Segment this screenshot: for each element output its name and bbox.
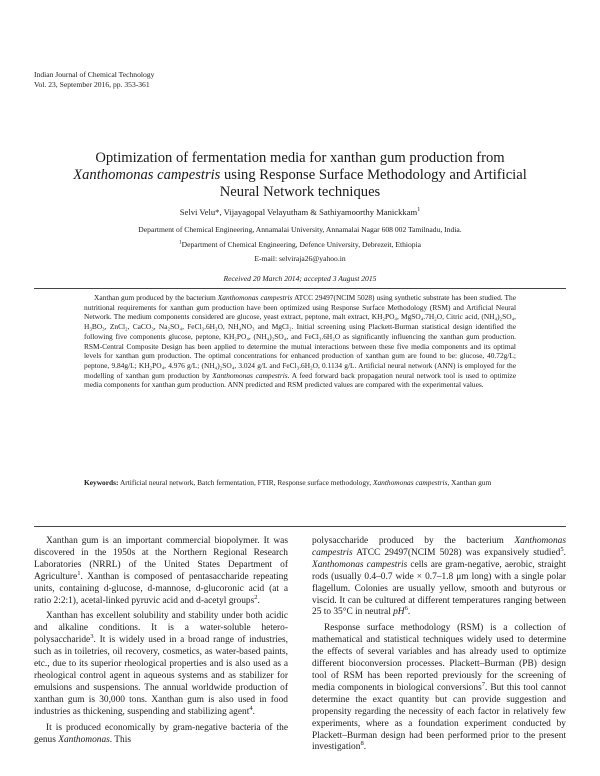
ref-marker: 3 bbox=[90, 633, 94, 641]
title-line1: Optimization of fermentation media for xanthan gum production from bbox=[95, 150, 505, 166]
ref-marker: 5 bbox=[560, 545, 564, 553]
abstract-part3: . A feed forward back propagation neural network tool is used to optimize media components for xanthan gum production. ANN predicted and RSM predicted values are compared with the experimental values. bbox=[84, 370, 516, 390]
keywords bbox=[84, 478, 516, 488]
affiliation-2-text: Department of Chemical Engineering, Defence University, Debrezeit, Ethiopia bbox=[181, 240, 422, 249]
abstract-part2: ATCC 29497(NCIM 5028) using synthetic substrate has been studied. The nutritional requirements for xanthan gum production have been optimized using Response Surface Methodology (RSM) and Artificial Neural Network. The medium components considered are glucose, yeast extract, peptone, malt extract, KH₂PO₄, MgSO₄.7H₂O, Citric acid, (NH₄)₂SO₄, H₃BO₃, ZnCl₂, CaCO₃, Na₂SO₄, FeCl₃.6H₂O, NH₄NO₃ and MgCl₂. Initial screening using Plackett-Burman statistical design identified the following five components glucose, peptone, KH₂PO₄, (NH₄)₂SO₄, and FeCl₃.6H₂O as significantly influencing the xanthan gum production. RSM-Central Composite Design has been applied to determine the mutual interactions between these five media components and its optimal levels for xanthan gum production. The optimal concentrations for enhanced production of xanthan gum are found to be: glucose, 40.72g/L; peptone, 9.84g/L; KH₂PO₄, 4.976 g/L; (NH₄)₂SO₄, 3.024 g/L and FeCl₃.6H₂O, 0.1134 g/L. Artificial neural network (ANN) is employed for the modelling of xanthan gum production by bbox=[84, 293, 516, 380]
text-run: . This bbox=[109, 734, 131, 745]
species-name: Xanthomonas campestris bbox=[312, 536, 566, 558]
keywords-text: Artificial neural network, Batch fermentation, FTIR, Response surface methodology, bbox=[119, 478, 372, 487]
text-run: . bbox=[257, 595, 260, 606]
text-run: . bbox=[407, 607, 411, 618]
ref-marker: 2 bbox=[254, 593, 258, 601]
text-run: . It is widely used in a broad range of industries, such as in toiletries, oil recovery, cosmetics, as water-based paints, etc., due to its superior rheological properties and is also used as a rheological control agent in aqueous systems and as stabilizer for emulsions and suspensions. The annual worldwide production of xanthan gum is 30,000 tons. Xanthan gum is also used in food industries as thickening, suspending and stabilizing agent bbox=[34, 635, 288, 717]
text-run: Xanthan gum is an important commercial biopolymer. It was discovered in the 1950s at the Northern Regional Research Laboratories (NRRL) of the United States Department of Agriculture bbox=[34, 536, 288, 582]
abstract bbox=[84, 293, 516, 390]
abstract-species-2: Xanthomonas campestris bbox=[212, 370, 288, 380]
text-run: . bbox=[252, 706, 255, 717]
author-names: Selvi Velu*, Vijayagopal Velayutham & Sathiyamoorthy Manickkam bbox=[179, 207, 418, 217]
text-run: ATCC 29497(NCIM 5028) was expansively studied bbox=[352, 547, 561, 558]
journal-header bbox=[34, 70, 154, 90]
paper-title bbox=[60, 150, 540, 201]
text-run: polysaccharide produced by the bacterium bbox=[312, 536, 504, 546]
divider-bottom bbox=[34, 526, 566, 527]
journal-name: Indian Journal of Chemical Technology bbox=[34, 70, 155, 79]
left-paragraph-3 bbox=[34, 723, 288, 747]
title-line2: using Response Surface Methodology and Artificial Neural Network techniques bbox=[219, 167, 527, 200]
email-line: E-mail: selviraja26@yahoo.in bbox=[254, 254, 346, 263]
text-run: Response surface methodology (RSM) is a collection of mathematical and statistical techniques widely used to determine the effects of several variables and has already used to optimize different bioconversion processes. Plackett–Burman (PB) design tool of RSM has been reported previously for the screening of media components in biological conversions bbox=[312, 623, 566, 693]
author-marker: 1 bbox=[417, 207, 421, 214]
ref-marker: 8 bbox=[360, 740, 364, 748]
divider-top bbox=[34, 288, 566, 289]
journal-issue: Vol. 23, September 2016, pp. 353-361 bbox=[34, 80, 150, 89]
right-paragraph-1 bbox=[312, 536, 566, 619]
author-list bbox=[60, 207, 540, 217]
ref-marker: 1 bbox=[77, 569, 81, 577]
text-run: Xanthan has excellent solubility and stability under both acidic and alkaline conditions. It is a water-soluble hetero-polysaccharide bbox=[34, 611, 288, 646]
right-column bbox=[312, 536, 566, 758]
keywords-tail: , Xanthan gum bbox=[447, 478, 492, 487]
received-dates: Received 20 March 2014; accepted 3 August 2015 bbox=[223, 274, 377, 283]
left-column bbox=[34, 536, 288, 750]
title-species: Xanthomonas campestris bbox=[73, 167, 221, 183]
keywords-species: Xanthomonas campestris bbox=[372, 478, 448, 487]
keywords-label: Keywords: bbox=[84, 478, 119, 487]
ref-marker: 7 bbox=[481, 680, 486, 688]
genus-name: Xanthomonas bbox=[58, 734, 110, 745]
left-paragraph-2 bbox=[34, 611, 288, 718]
ref-marker: 6 bbox=[404, 605, 408, 613]
ref-marker: 4 bbox=[249, 704, 253, 712]
text-run: It is produced economically by gram-negative bacteria of the genus bbox=[34, 722, 288, 745]
text-run: . Xanthan is composed of pentasaccharide repeating units, containing d-glucose, d-mannose, d-glucoronic acid (at a ratio 2:2:1), acetal-linked pyruvic acid and d-acetyl groups bbox=[34, 571, 288, 606]
affiliation-2 bbox=[40, 240, 560, 250]
text-run: cells are gram-negative, aerobic, straight rods (usually 0.4–0.7 wide × 0.7–1.8 μm long) with a single polar flagellum. Colonies are usually yellow, smooth and butyrous or viscid. It can be cultured at different temperatures ranging between 25 to 35°C in neutral bbox=[312, 559, 566, 618]
affiliation-1: Department of Chemical Engineering, Annamalai University, Annamalai Nagar 608 002 Tamilnadu, India. bbox=[138, 225, 462, 234]
affiliation-marker: 1 bbox=[178, 239, 182, 246]
text-run: . bbox=[363, 742, 367, 753]
species-name: Xanthomonas campestris bbox=[312, 559, 408, 570]
text-run: . bbox=[563, 547, 566, 558]
text-run: . But this tool cannot determine the exact quantity but can provide suggestion and propensity regarding the necessity of each factor in relatively few experiments, where as a foundation experiment conducted by Plackett–Burman design had been performed prior to the present investigation bbox=[312, 682, 566, 753]
right-paragraph-2 bbox=[312, 623, 566, 754]
ph-symbol: pH bbox=[393, 607, 405, 618]
abstract-species: Xanthomonas campestris bbox=[217, 293, 293, 302]
left-paragraph-1 bbox=[34, 536, 288, 607]
abstract-part1: Xanthan gum produced by the bacterium bbox=[94, 293, 216, 302]
